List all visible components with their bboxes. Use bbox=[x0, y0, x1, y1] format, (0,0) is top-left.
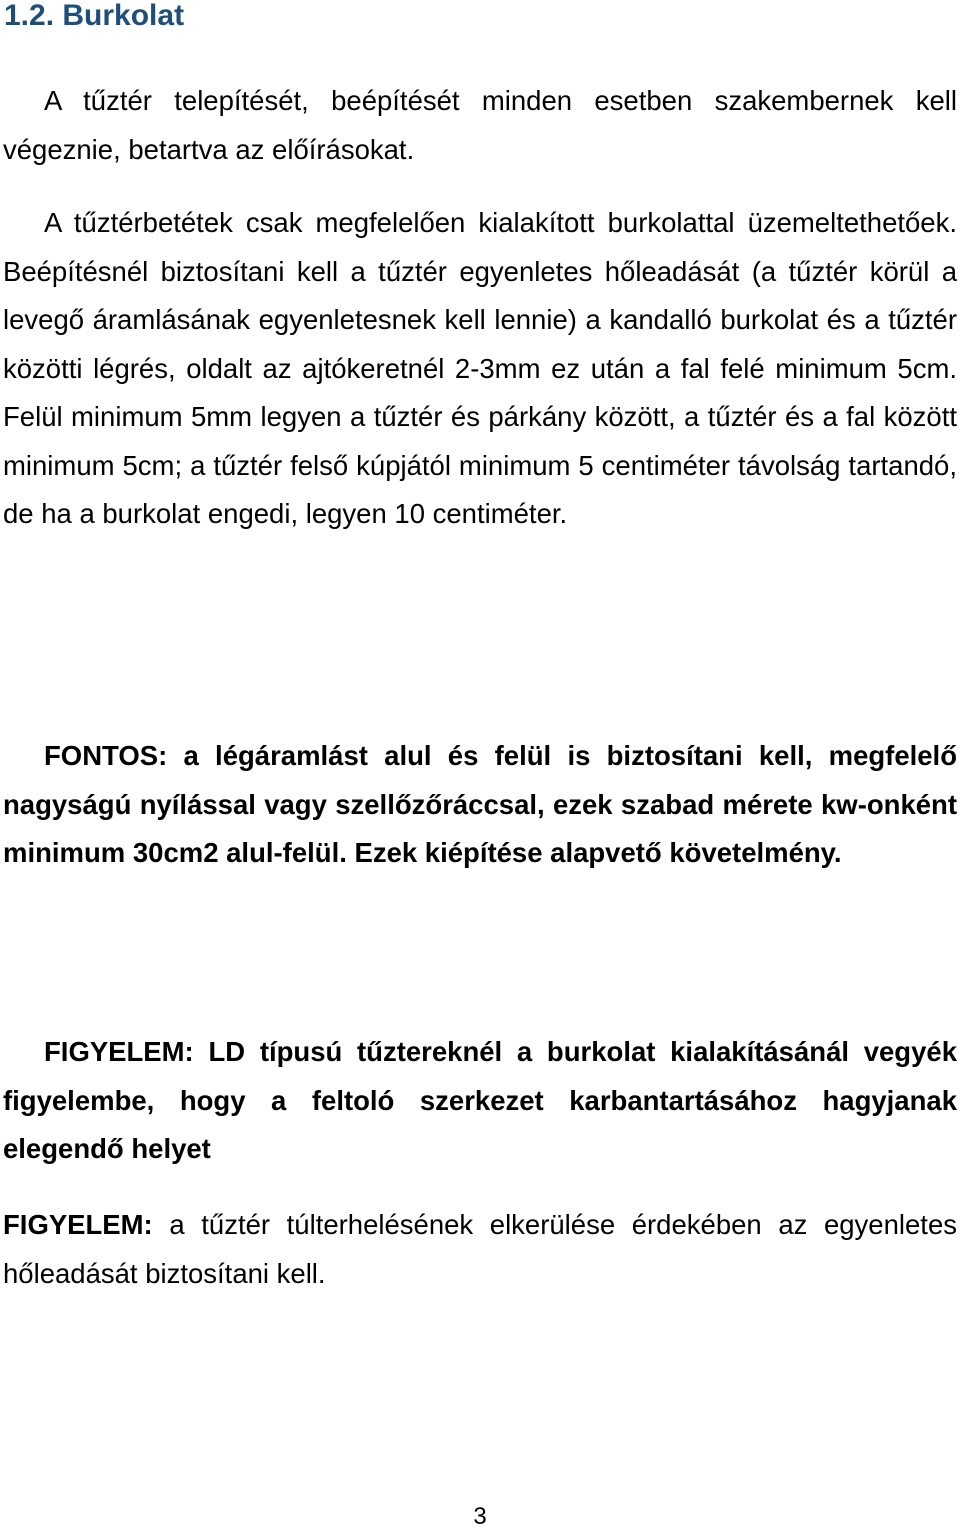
paragraph-ld-warning bbox=[3, 1028, 957, 1174]
paragraph-important-notice bbox=[3, 732, 957, 878]
page-number: 3 bbox=[473, 1503, 487, 1530]
warning-label: FIGYELEM: bbox=[3, 1209, 153, 1240]
paragraph-cladding-requirements bbox=[3, 199, 957, 539]
paragraph-installation bbox=[3, 77, 957, 174]
paragraph-important-notice-text: FONTOS: a légáramlást alul és felül is biztosítani kell, megfelelő nagyságú nyílással vagy szellőzőráccsal, ezek szabad mérete kw-onként minimum 30cm2 alul-felül. Ezek kiépítése alapvető követelmény. bbox=[3, 740, 957, 868]
paragraph-ld-warning-text: FIGYELEM: LD típusú tűztereknél a burkolat kialakításánál vegyék figyelembe, hogy a feltoló szerkezet karbantartásához hagyjanak elegendő helyet bbox=[3, 1036, 957, 1164]
paragraph-overload-warning bbox=[3, 1201, 957, 1298]
paragraph-overload-warning-text: a tűztér túlterhelésének elkerülése érdekében az egyenletes hőleadását biztosítani kell. bbox=[3, 1209, 957, 1289]
paragraph-installation-text: A tűztér telepítését, beépítését minden esetben szakembernek kell végeznie, betartva az előírásokat. bbox=[3, 85, 957, 165]
section-heading: 1.2. Burkolat bbox=[4, 0, 185, 32]
paragraph-cladding-requirements-text: A tűztérbetétek csak megfelelően kialakított burkolattal üzemeltethetőek. Beépítésnél biztosítani kell a tűztér egyenletes hőleadását (a tűztér körül a levegő áramlásának egyenletesnek kell lennie) a kandalló burkolat és a tűztér közötti légrés, oldalt az ajtókeretnél 2-3mm ez után a fal felé minimum 5cm. Felül minimum 5mm legyen a tűztér és párkány között, a tűztér és a fal között minimum 5cm; a tűztér felső kúpjától minimum 5 centiméter távolság tartandó, de ha a burkolat engedi, legyen 10 centiméter. bbox=[3, 207, 957, 529]
